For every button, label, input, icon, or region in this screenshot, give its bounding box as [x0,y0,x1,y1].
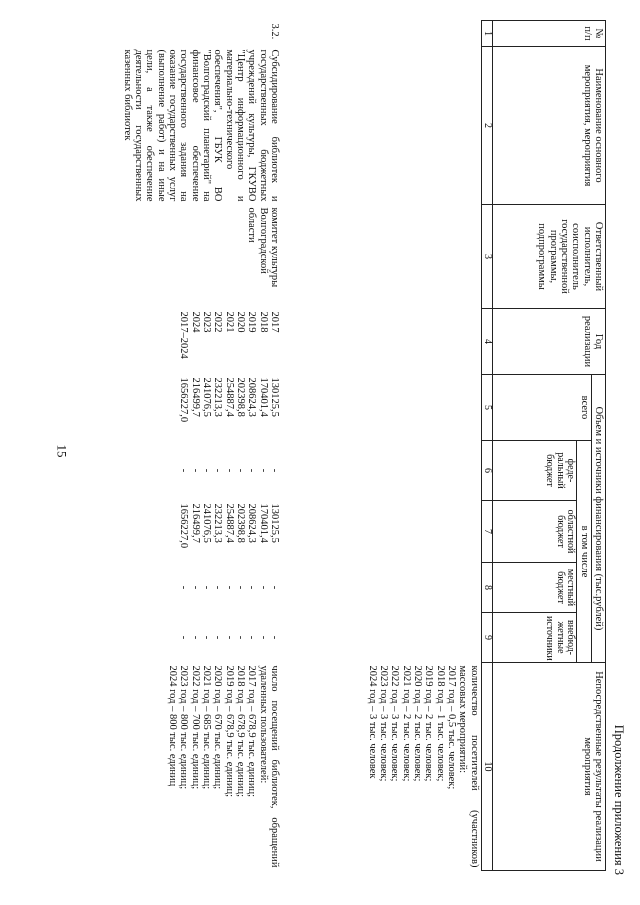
row-regional [120,501,281,563]
rotated-page [16,20,626,875]
total-value: 254887,4 [223,377,235,417]
federal-value: - [235,468,247,473]
colnum: 10 [481,663,493,871]
header-total: всего [493,375,591,441]
row-offbudget [120,613,281,663]
regional-value: 254887,4 [223,503,235,543]
years-value: 2019 [246,311,258,333]
colnum: 2 [481,47,493,205]
federal-value: - [257,468,269,473]
regional-value: 130125,5 [269,503,281,543]
colnum: 5 [481,375,493,441]
regional-value: 232213,3 [212,503,224,543]
appendix-caption: Продолжение приложения 3 [612,724,626,875]
header-num: № п/п [493,21,606,47]
offbudget-value: - [223,635,235,640]
offbudget-value: - [178,635,190,640]
total-value: 130125,5 [269,377,281,417]
header-regional: областной бюджет [493,501,577,563]
federal-value: - [189,468,201,473]
offbudget-value: - [212,635,224,640]
regional-value: 208624,3 [246,503,258,543]
colnum: 4 [481,309,493,375]
local-value: - [189,585,201,590]
years-value: 2020 [235,311,247,333]
offbudget-value: - [269,635,281,640]
offbudget-value: - [201,635,213,640]
local-value: - [201,585,213,590]
regional-value: 170401,4 [257,503,269,543]
offbudget-value: - [246,635,258,640]
row-name: Субсидирование библиотек и государственных бюджетных учреждений культуры, ГКУВО "Центр информационного и материально-технического обеспечения", ГБУК ВО "Волгоградский планетарий" на финансовое обеспечение государственного задания на оказание государственных услуг (выполнение работ) и на иные цели, а также обеспечение деятельности государственных казенных библиотек [121,49,281,202]
prev-row [281,21,481,871]
header-offbudget: внебюд-жетные источники [493,613,577,663]
header-incl: в том числе [577,441,591,663]
offbudget-value: - [257,635,269,640]
federal-value: - [178,468,190,473]
years-value: 2024 [189,311,201,333]
colnum: 6 [481,441,493,501]
years-value: 2022 [212,311,224,333]
row-federal [120,441,281,501]
row-local [120,563,281,613]
header-result: Непосредственные результаты реализации мероприятия [493,663,606,871]
local-value: - [178,585,190,590]
years-value: 2017 [269,311,281,333]
column-numbers-row [481,21,493,871]
total-value: 232213,3 [212,377,224,417]
table-row-3-2 [120,21,281,871]
federal-value: - [201,468,213,473]
colnum: 9 [481,613,493,663]
offbudget-value: - [189,635,201,640]
local-value: - [223,585,235,590]
total-value: 1656227,0 [178,377,190,423]
regional-value: 241076,5 [201,503,213,543]
total-value: 170401,4 [257,377,269,417]
colnum: 7 [481,501,493,563]
years-value: 2018 [257,311,269,333]
financing-table [120,20,606,871]
row-executor: комитет культуры Волгоградской области [246,207,281,288]
years-value: 2023 [201,311,213,333]
page-number: 15 [54,444,70,458]
years-value: 2017–2024 [178,311,190,359]
local-value: - [212,585,224,590]
years-value: 2021 [223,311,235,333]
colnum: 8 [481,563,493,613]
row-result: число посещений библиотек, обращений удаленных пользователей: 2017 год – 678,9 тыс. единиц; 2018 год – 678,9 тыс. единиц; 2019 год – 678,9 тыс. единиц; 2020 год – 670 тыс. единиц; 2021 год – 685 тыс. единиц; 2022 год – 700 тыс. единиц; 2023 год – 800 тыс. единиц; 2024 год – 800 тыс. единиц [167,665,281,868]
header-year: Год реализации [493,309,606,375]
total-value: 202398,8 [235,377,247,417]
header-federal: феде-ральный бюджет [493,441,577,501]
regional-value: 1656227,0 [178,503,190,549]
prev-result-text: количество посетителей (участников) массовых мероприятий: 2017 год – 0,5 тыс. человек; 2018 год – 1 тыс. человек; 2019 год – 2 тыс. человек; 2020 год – 2 тыс. человек; 2021 год – 2 тыс. человек; 2022 год – 3 тыс. человек; 2023 год – 3 тыс. человек; 2024 год – 3 тыс. человек [366,665,480,868]
total-value: 216499,7 [189,377,201,417]
federal-value: - [246,468,258,473]
header-executor: Ответственный исполнитель, соисполнитель государственной программы, подпрограммы [493,205,606,309]
header-local: местный бюджет [493,563,577,613]
colnum: 1 [481,21,493,47]
total-value: 208624,3 [246,377,258,417]
header-name: Наименование основного мероприятия, мероприятия [493,47,606,205]
row-num: 3.2. [269,23,281,40]
local-value: - [246,585,258,590]
header-financing: Объем и источники финансирования (тыс.рублей) [591,375,605,663]
local-value: - [269,585,281,590]
row-years [120,309,281,375]
federal-value: - [223,468,235,473]
total-value: 241076,5 [201,377,213,417]
regional-value: 202398,8 [235,503,247,543]
row-total [120,375,281,441]
offbudget-value: - [235,635,247,640]
federal-value: - [212,468,224,473]
local-value: - [257,585,269,590]
federal-value: - [269,468,281,473]
local-value: - [235,585,247,590]
header-row-1 [591,21,605,871]
colnum: 3 [481,205,493,309]
regional-value: 216499,7 [189,503,201,543]
